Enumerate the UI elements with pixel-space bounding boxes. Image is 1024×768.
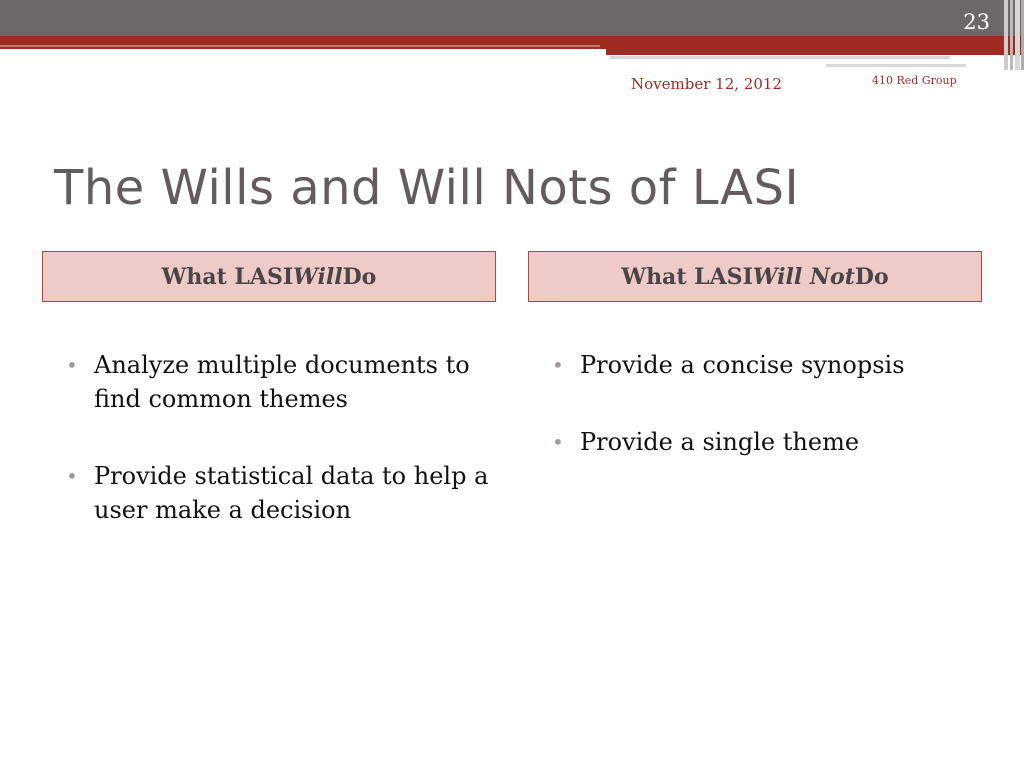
- header-suffix: Do: [342, 263, 377, 290]
- header-emphasis: Will: [293, 263, 343, 290]
- list-item-text: Provide statistical data to help a user make a decision: [94, 462, 489, 524]
- silver-rule: [826, 64, 966, 67]
- will-do-list: [66, 348, 496, 570]
- bullet-icon: •: [552, 353, 564, 377]
- list-item-text: Analyze multiple documents to find common themes: [94, 351, 470, 413]
- bullet-icon: •: [66, 353, 78, 377]
- slide-date: November 12, 2012: [631, 75, 782, 93]
- page-title: The Wills and Will Nots of LASI: [54, 160, 800, 216]
- list-item: [66, 348, 496, 416]
- will-do-header: [42, 251, 496, 302]
- header-suffix: Do: [854, 263, 889, 290]
- list-item: [552, 425, 982, 459]
- group-name: 410 Red Group: [872, 74, 957, 87]
- will-not-do-list: [552, 348, 982, 502]
- list-item-text: Provide a single theme: [580, 428, 860, 456]
- red-accent-band: [0, 36, 1024, 49]
- list-item: [552, 348, 982, 382]
- top-band: [0, 0, 1024, 36]
- bullet-icon: •: [552, 430, 564, 454]
- header-emphasis: Will Not: [752, 263, 855, 290]
- bullet-icon: •: [66, 464, 78, 488]
- list-item: [66, 459, 496, 527]
- red-accent-band-notch: [606, 49, 1024, 55]
- header-prefix: What LASI: [621, 263, 753, 290]
- accent-line: [0, 45, 600, 47]
- header-prefix: What LASI: [161, 263, 294, 290]
- will-not-do-header: [528, 251, 982, 302]
- slide-number: 23: [963, 10, 990, 34]
- list-item-text: Provide a concise synopsis: [580, 351, 905, 379]
- silver-rule: [610, 56, 950, 59]
